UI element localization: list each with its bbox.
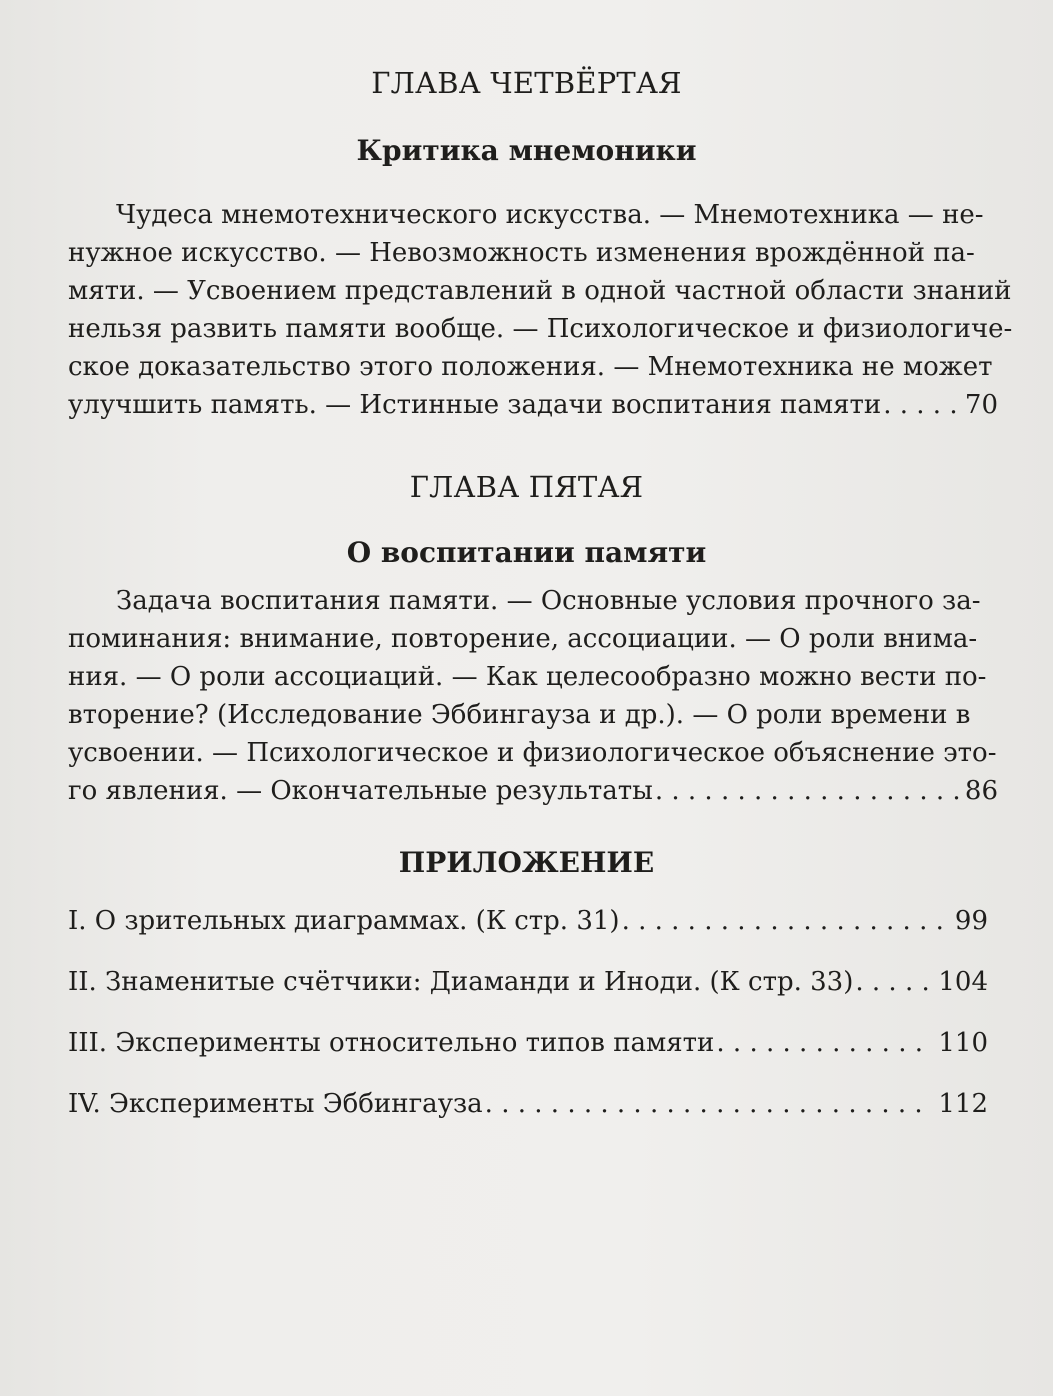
dot-leader xyxy=(483,1089,933,1119)
dot-leader xyxy=(853,967,932,997)
summary-line: улучшить память. — Истинные задачи воспитания памяти xyxy=(68,390,882,420)
dot-leader xyxy=(881,390,959,420)
toc-entry-text: III. Эксперименты относительно типов памяти xyxy=(68,1028,715,1058)
page-number: 99 xyxy=(954,906,988,936)
summary-line: нельзя развить памяти вообще. — Психологическое и физиологиче- xyxy=(68,314,1013,344)
summary-last-line xyxy=(68,390,998,420)
chapter-4-title: Критика мнемоники xyxy=(356,134,697,167)
dot-leader xyxy=(653,776,959,806)
toc-entry-text: I. О зрительных диаграммах. (К стр. 31) xyxy=(68,906,620,936)
chapter-5-heading: ГЛАВА ПЯТАЯ xyxy=(409,470,644,504)
summary-line: ское доказательство этого положения. — Мнемотехника не может xyxy=(68,352,993,382)
summary-line: Задача воспитания памяти. — Основные условия прочного за- xyxy=(116,586,981,616)
summary-line: усвоении. — Психологическое и физиологическое объяснение это- xyxy=(68,738,997,768)
chapter-5-summary xyxy=(68,586,998,816)
appendix-item xyxy=(68,967,988,1003)
page-number: 104 xyxy=(938,967,988,997)
chapter-4-heading: ГЛАВА ЧЕТВЁРТАЯ xyxy=(371,66,682,100)
summary-line: мяти. — Усвоением представлений в одной частной области знаний xyxy=(68,276,1012,306)
dot-leader xyxy=(714,1028,932,1058)
page-number: 112 xyxy=(938,1089,988,1119)
summary-line: поминания: внимание, повторение, ассоциации. — О роли внима- xyxy=(68,624,978,654)
appendix-item xyxy=(68,1028,988,1064)
dot-leader xyxy=(620,906,949,936)
page-number: 110 xyxy=(938,1028,988,1058)
summary-line: ния. — О роли ассоциаций. — Как целесообразно можно вести по- xyxy=(68,662,987,692)
summary-line: вторение? (Исследование Эббингауза и др.). — О роли времени в xyxy=(68,700,971,730)
chapter-4-summary xyxy=(68,200,1013,430)
page-number: 86 xyxy=(964,776,998,806)
appendix-item xyxy=(68,906,988,942)
summary-line: нужное искусство. — Невозможность изменения врождённой па- xyxy=(68,238,975,268)
toc-entry xyxy=(68,906,988,936)
toc-entry-text: IV. Эксперименты Эббингауза xyxy=(68,1089,483,1119)
appendix-item xyxy=(68,1089,988,1125)
toc-entry xyxy=(68,967,988,997)
chapter-5-title: О воспитании памяти xyxy=(346,536,707,569)
toc-entry xyxy=(68,1028,988,1058)
summary-last-line xyxy=(68,776,998,806)
summary-line: Чудеса мнемотехнического искусства. — Мнемотехника — не- xyxy=(116,200,984,230)
toc-entry-text: II. Знаменитые счётчики: Диаманди и Иноди. (К стр. 33) xyxy=(68,967,854,997)
summary-line: го явления. — Окончательные результаты xyxy=(68,776,653,806)
page-number: 70 xyxy=(964,390,998,420)
appendix-title: ПРИЛОЖЕНИЕ xyxy=(398,846,655,879)
toc-entry xyxy=(68,1089,988,1119)
